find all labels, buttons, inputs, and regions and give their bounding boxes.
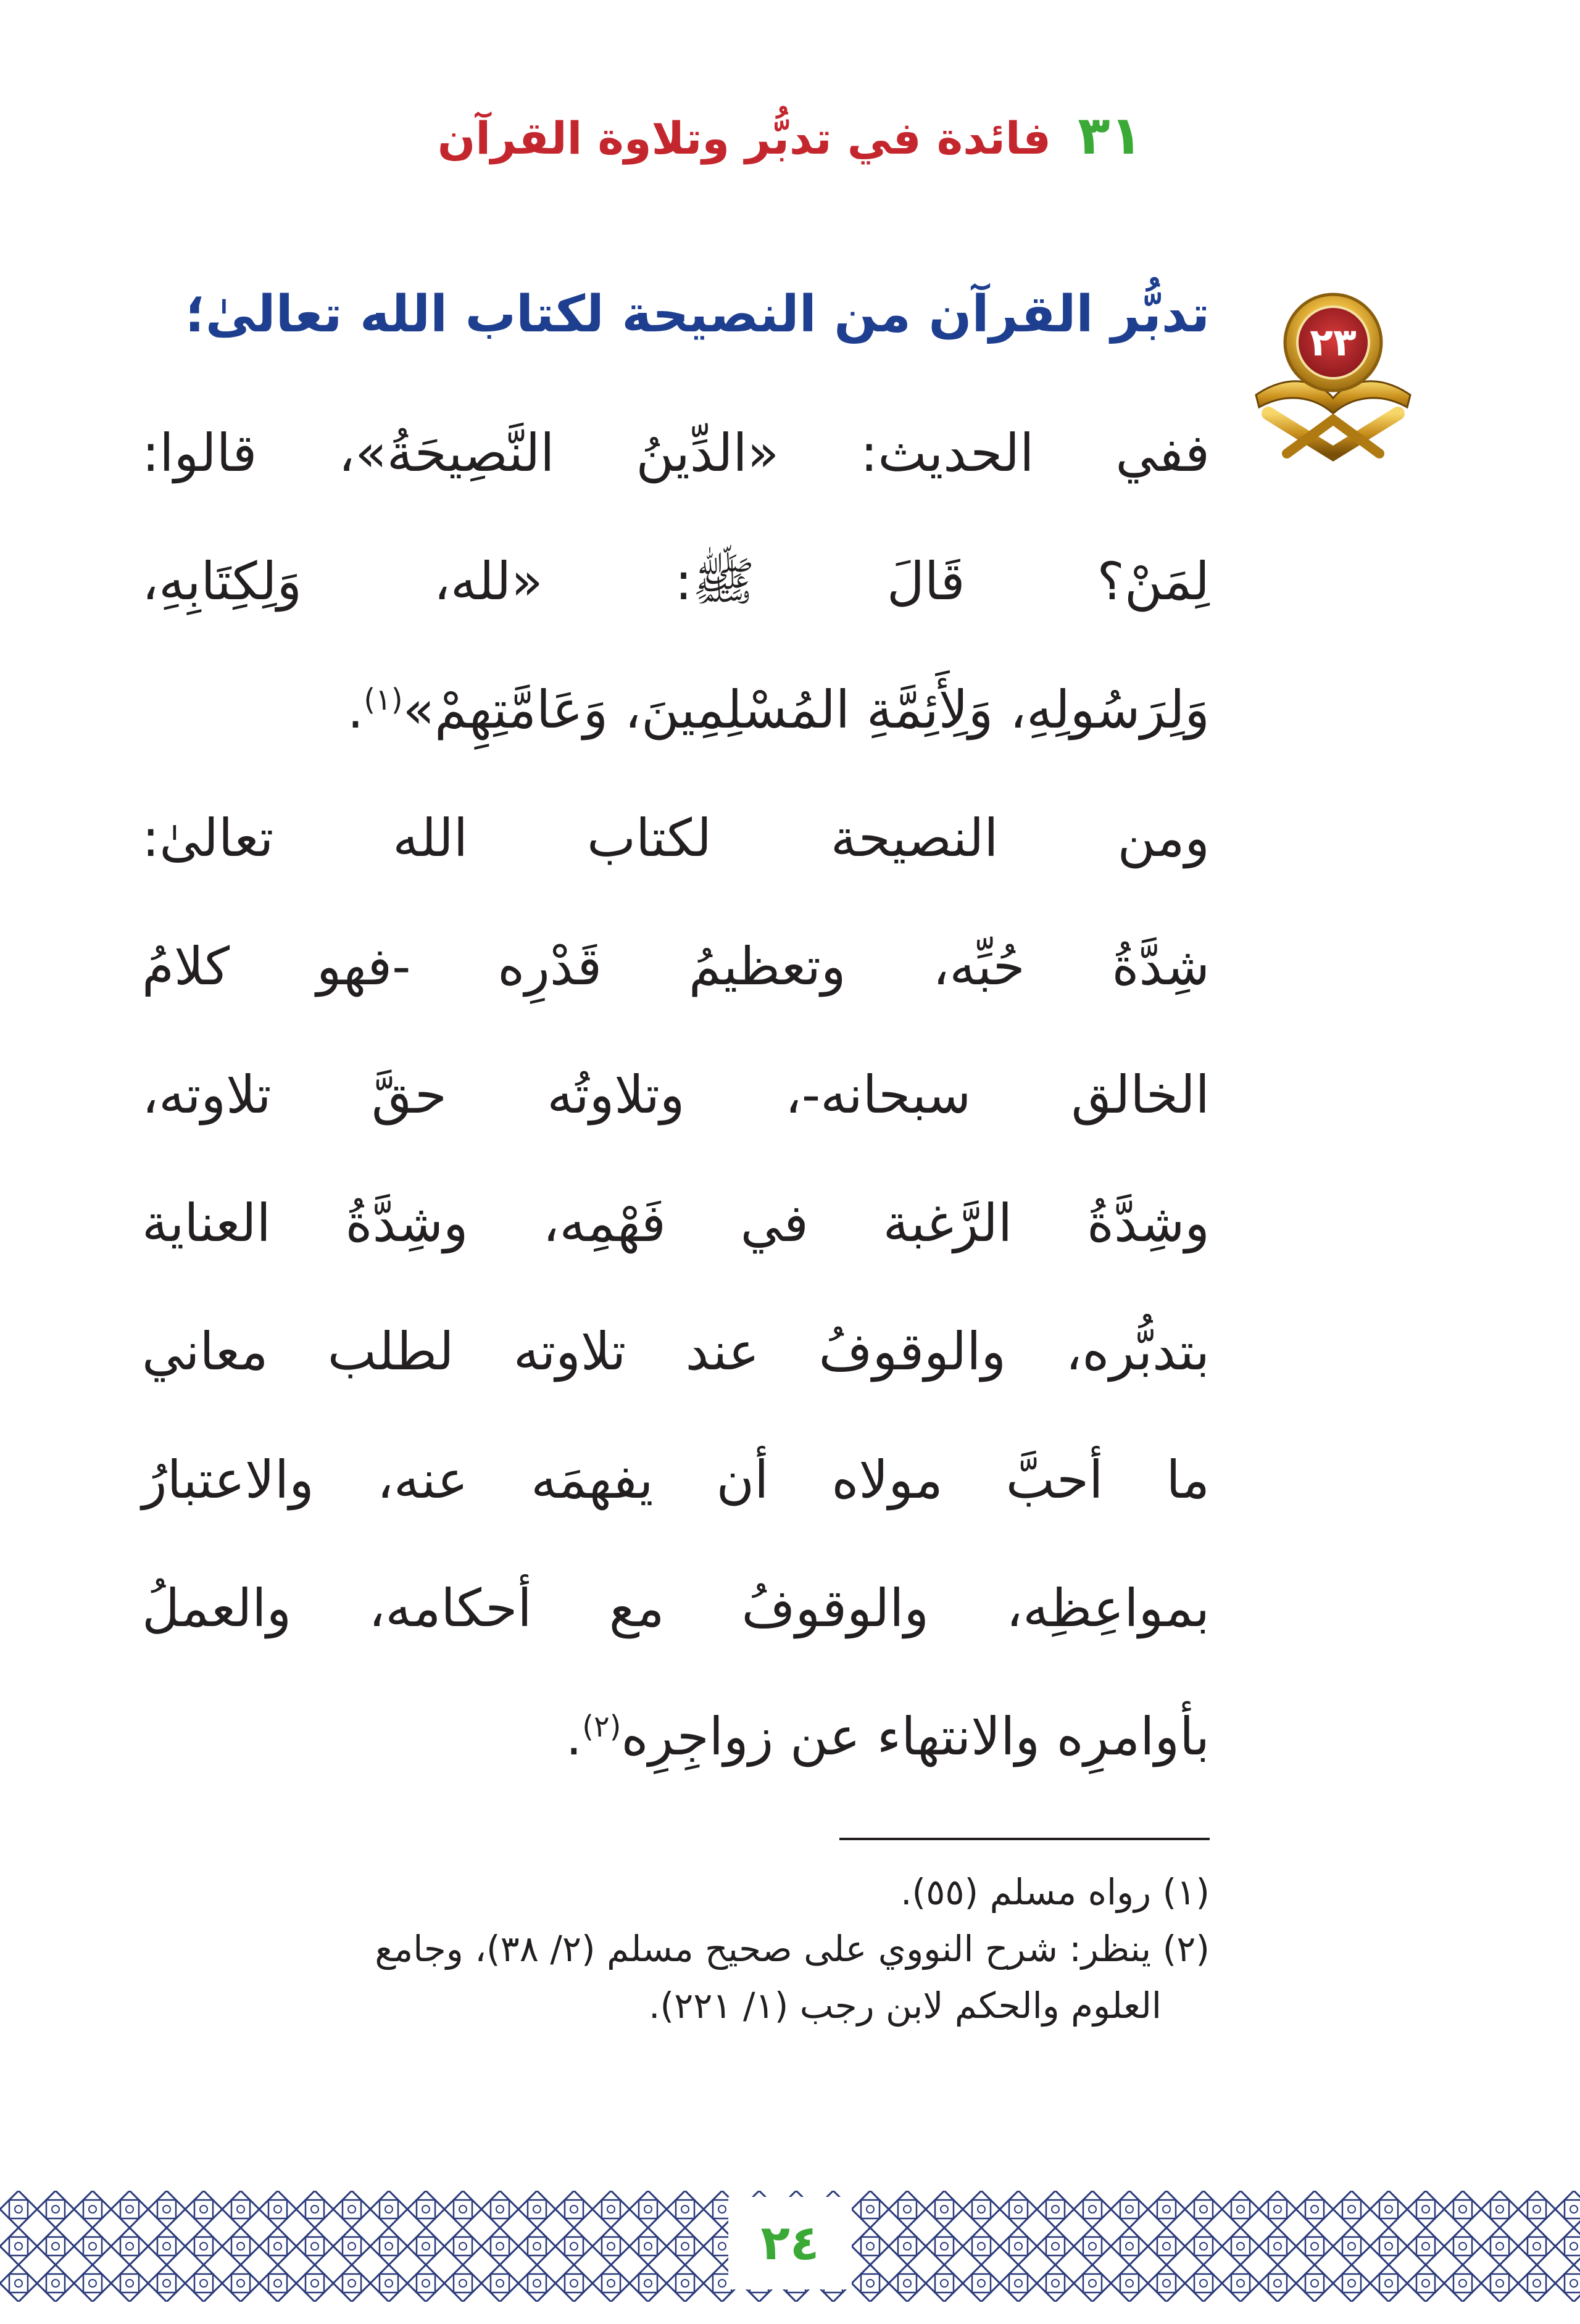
body-line: ففي الحديث: «الدِّينُ النَّصِيحَةُ»، قالوا: — [142, 423, 1210, 483]
section-badge-number: ٢٣ — [1310, 320, 1357, 365]
body-line-text: وَلِرَسُولِهِ، وَلِأَئِمَّةِ المُسْلِمِينَ، وَعَامَّتِهِمْ» — [402, 679, 1210, 740]
quran-on-stand-icon — [1231, 281, 1435, 466]
body-line-tail: . — [347, 679, 364, 740]
body-line-tail: . — [565, 1706, 583, 1767]
page-number: ٢٤ — [728, 2197, 852, 2289]
footnote-ref-1: (١) — [364, 683, 403, 717]
header-book-number: ٣١ — [1078, 105, 1143, 167]
body-line: ما أحبَّ مولاه أن يفهمَه عنه، والاعتبارُ — [142, 1450, 1210, 1510]
footnote-ref-2: (٢) — [582, 1709, 622, 1744]
footnote-divider — [839, 1838, 1210, 1840]
header-book-title: فائدة في تدبُّر وتلاوة القرآن — [437, 112, 1052, 164]
body-line: شِدَّةُ حُبِّه، وتعظيمُ قَدْرِه -فهو كلامُ — [142, 936, 1210, 997]
section-badge — [1231, 281, 1435, 466]
body-line — [142, 1672, 1210, 1801]
running-header — [0, 105, 1580, 169]
body-line-text: بأوامرِه والانتهاء عن زواجِرِه — [621, 1706, 1210, 1767]
footnote-2: (٢) ينظر: شرح النووي على صحيح مسلم (٢/ ٣٨)، وجامع — [375, 1928, 1210, 1970]
body-line: ومن النصيحة لكتاب الله تعالىٰ: — [142, 808, 1210, 868]
section-title: تدبُّر القرآن من النصيحة لكتاب الله تعالىٰ؛ — [185, 285, 1210, 344]
body-line: الخالق سبحانه-، وتلاوتُه حقَّ تلاوته، — [142, 1064, 1210, 1125]
body-line: بمواعِظِه، والوقوفُ مع أحكامه، والعملُ — [142, 1578, 1210, 1638]
footnotes — [142, 1864, 1210, 2034]
footnote-1: (١) رواه مسلم (٥٥). — [900, 1871, 1210, 1913]
body-paragraph — [142, 389, 1210, 1801]
body-line: لِمَنْ؟ قَالَ ﷺ: «لله، وَلِكِتَابِهِ، — [142, 551, 1210, 612]
footnote-2-continuation: العلوم والحكم لابن رجب (١/ ٢٢١). — [649, 1985, 1162, 2027]
body-line: وشِدَّةُ الرَّغبة في فَهْمِه، وشِدَّةُ العناية — [142, 1193, 1210, 1253]
body-line: بتدبُّره، والوقوفُ عند تلاوته لطلب معاني — [142, 1321, 1210, 1382]
body-line — [142, 645, 1210, 774]
